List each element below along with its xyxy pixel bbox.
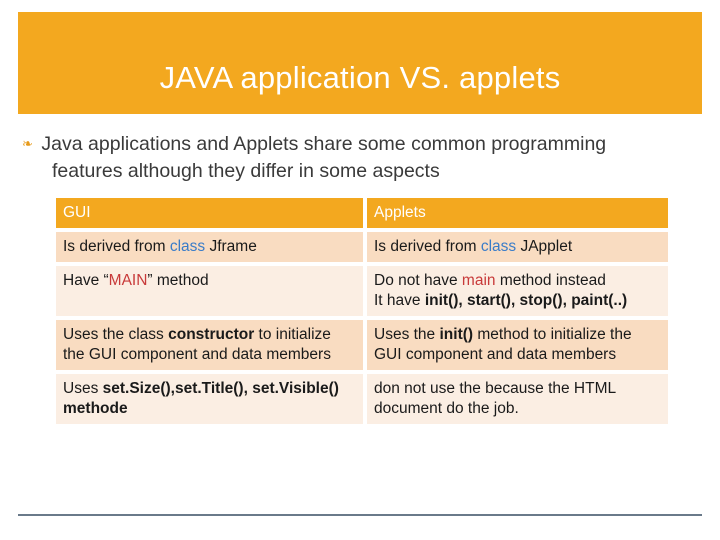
cell-text: Jframe [205, 238, 257, 255]
cell-text: init(), start(), stop(), paint(..) [424, 292, 628, 309]
bullet-line-2: features although they differ in some aspects [52, 160, 440, 182]
cell-gui [56, 266, 363, 316]
cell-text: class [169, 238, 206, 255]
cell-text: Uses the [374, 326, 440, 343]
cell-applets [367, 320, 668, 370]
header-gui: GUI [56, 198, 363, 228]
cell-text: Is derived from [374, 238, 481, 255]
cell-text: Do not have [374, 272, 462, 289]
cell-text: init() [439, 326, 474, 343]
cell-applets [367, 232, 668, 262]
cell-applets [367, 374, 668, 424]
cell-text: Uses the class [63, 326, 169, 343]
cell-applets [367, 266, 668, 316]
cell-text: Is derived from [63, 238, 170, 255]
cell-text: MAIN [108, 272, 148, 289]
cell-text: to initialize the GUI component and data members [63, 326, 331, 363]
title-banner [18, 12, 702, 114]
cell-text: constructor [168, 326, 255, 343]
cell-text: method instead [495, 272, 606, 289]
cell-text: class [480, 238, 517, 255]
cell-text: Have “ [63, 272, 109, 289]
cell-text: JApplet [516, 238, 573, 255]
cell-gui [56, 232, 363, 262]
cell-text: Uses [63, 380, 103, 397]
cell-text: main [461, 272, 496, 289]
table-row [56, 374, 668, 424]
slide-title: JAVA application VS. applets [159, 60, 561, 95]
cell-text: set.Size(),set.Title(), set.Visible() methode [63, 380, 339, 417]
cell-text: don not use the because the HTML document do the job. [374, 380, 616, 417]
bullet-text-1: Java applications and Applets share some common programming [41, 133, 607, 155]
comparison-table [52, 194, 672, 428]
cell-gui [56, 320, 363, 370]
bullet-line-1 [22, 130, 702, 158]
bullet-paragraph [22, 130, 702, 185]
header-applets: Applets [367, 198, 668, 228]
footer-divider [18, 514, 702, 516]
cell-text: It have [374, 292, 425, 309]
table-row [56, 320, 668, 370]
leaf-bullet-icon: ❧ [22, 136, 33, 151]
table-header-row [56, 198, 668, 228]
table-row [56, 232, 668, 262]
cell-text: method to initialize the GUI component and data members [374, 326, 632, 363]
table-row [56, 266, 668, 316]
cell-gui [56, 374, 363, 424]
cell-text: ” method [147, 272, 209, 289]
